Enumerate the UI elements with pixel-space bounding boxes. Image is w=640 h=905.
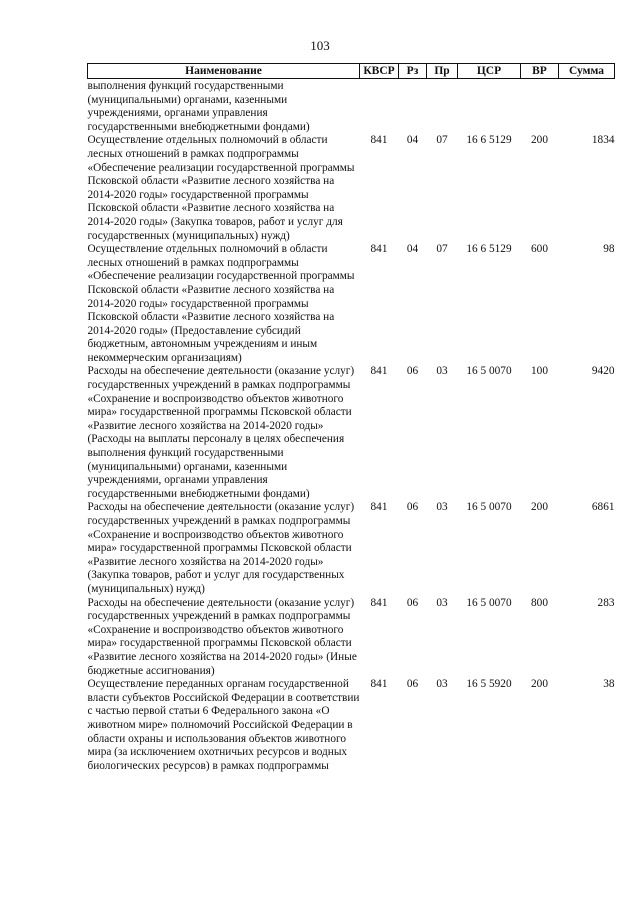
row-kvsr: 841 — [370, 134, 388, 147]
row-csr: 16 6 5129 — [466, 134, 512, 147]
row-sum: 38 — [603, 678, 615, 691]
row-csr: 16 5 0070 — [466, 365, 512, 378]
table-row-continuation — [88, 79, 615, 135]
row-name: Осуществление переданных органам государственной власти субъектов Российской Федерации в соответствии с частью первой статьи 6 Федерального закона «О животном мире» полномочий Российской Федерации в области охраны и использования объектов животного мира (за исключением охотничьих ресурсов и водных биологических ресурсов) в рамках подпрограммы — [87, 678, 360, 772]
row-kvsr: 841 — [370, 596, 388, 609]
row-kvsr: 841 — [370, 243, 388, 256]
row-rz: 04 — [406, 243, 419, 256]
table-row — [88, 365, 615, 501]
page-number: 103 — [310, 38, 330, 53]
row-csr: 16 6 5129 — [466, 243, 512, 256]
row-kvsr: 841 — [370, 365, 388, 378]
header-sum: Сумма — [559, 64, 615, 79]
table-row — [88, 501, 615, 596]
row-csr: 16 5 0070 — [466, 596, 512, 609]
row-kvsr: 841 — [370, 501, 388, 514]
row-pr: 03 — [436, 501, 448, 514]
table-row — [88, 678, 615, 773]
row-name: Расходы на обеспечение деятельности (оказание услуг) государственных учреждений в рамках подпрограммы «Сохранение и воспроизводство объектов животного мира» государственной программы Псковской области «Развитие лесного хозяйства на 2014-2020 годы» (Иные бюджетные ассигнования) — [87, 596, 357, 677]
row-pr: 07 — [436, 243, 448, 256]
header-kvsr: КВСР — [360, 64, 399, 79]
row-sum: 6861 — [591, 501, 615, 514]
table-row — [88, 243, 615, 365]
row-name: Расходы на обеспечение деятельности (оказание услуг) государственных учреждений в рамках подпрограммы «Сохранение и воспроизводство объектов животного мира» государственной программы Псковской области «Развитие лесного хозяйства на 2014-2020 годы» (Закупка товаров, работ и услуг для государственных (муниципальных) нужд) — [87, 501, 355, 595]
row-name: Расходы на обеспечение деятельности (оказание услуг) государственных учреждений в рамках подпрограммы «Сохранение и воспроизводство объектов животного мира» государственной программы Псковской области «Развитие лесного хозяйства на 2014-2020 годы» (Расходы на выплаты персоналу в целях обеспечения выполнения функций государственными (муниципальными) органами, казенными учреждениями, органами управления государственными внебюджетными фондами) — [87, 365, 355, 500]
header-pr: Пр — [427, 64, 458, 79]
row-vr: 200 — [531, 678, 548, 691]
table-row — [88, 597, 615, 679]
row-pr: 03 — [436, 678, 448, 691]
row-rz: 04 — [406, 134, 419, 147]
table-row — [88, 134, 615, 243]
budget-table — [87, 63, 615, 773]
row-sum: 9420 — [591, 365, 615, 378]
row-pr: 07 — [436, 134, 448, 147]
row-rz: 06 — [406, 596, 419, 609]
row-vr: 100 — [531, 365, 548, 378]
row-name: Осуществление отдельных полномочий в области лесных отношений в рамках подпрограммы «Обеспечение реализации государственной программы Псковской области «Развитие лесного хозяйства на 2014-2020 годы» государственной программы Псковской области «Развитие лесного хозяйства на 2014-2020 годы» (Закупка товаров, работ и услуг для государственных (муниципальных) нужд) — [87, 134, 355, 242]
header-name: Наименование — [88, 64, 360, 79]
row-rz: 06 — [406, 678, 419, 691]
row-rz: 06 — [406, 365, 419, 378]
row-vr: 200 — [531, 501, 548, 514]
row-vr: 800 — [531, 596, 548, 609]
row-name: Осуществление отдельных полномочий в области лесных отношений в рамках подпрограммы «Обеспечение реализации государственной программы Псковской области «Развитие лесного хозяйства на 2014-2020 годы» государственной программы Псковской области «Развитие лесного хозяйства на 2014-2020 годы» (Предоставление субсидий бюджетным, автономным учреждениям и иным некоммерческим организациям) — [87, 243, 355, 364]
row-sum: 98 — [603, 243, 615, 256]
row-csr: 16 5 0070 — [466, 501, 512, 514]
header-vr: ВР — [521, 64, 559, 79]
row-vr: 600 — [531, 243, 548, 256]
header-csr: ЦСР — [458, 64, 521, 79]
table-header-row — [88, 64, 615, 79]
row-sum: 283 — [597, 596, 615, 609]
continuation-text: выполнения функций государственными (муниципальными) органами, казенными учреждениями, органами управления государственными внебюджетными фондами) — [87, 80, 310, 133]
header-rz: Рз — [399, 64, 427, 79]
row-kvsr: 841 — [370, 678, 388, 691]
row-sum: 1834 — [591, 134, 615, 147]
row-vr: 200 — [531, 134, 548, 147]
row-rz: 06 — [406, 501, 419, 514]
row-pr: 03 — [436, 596, 448, 609]
row-csr: 16 5 5920 — [466, 678, 512, 691]
row-pr: 03 — [436, 365, 448, 378]
